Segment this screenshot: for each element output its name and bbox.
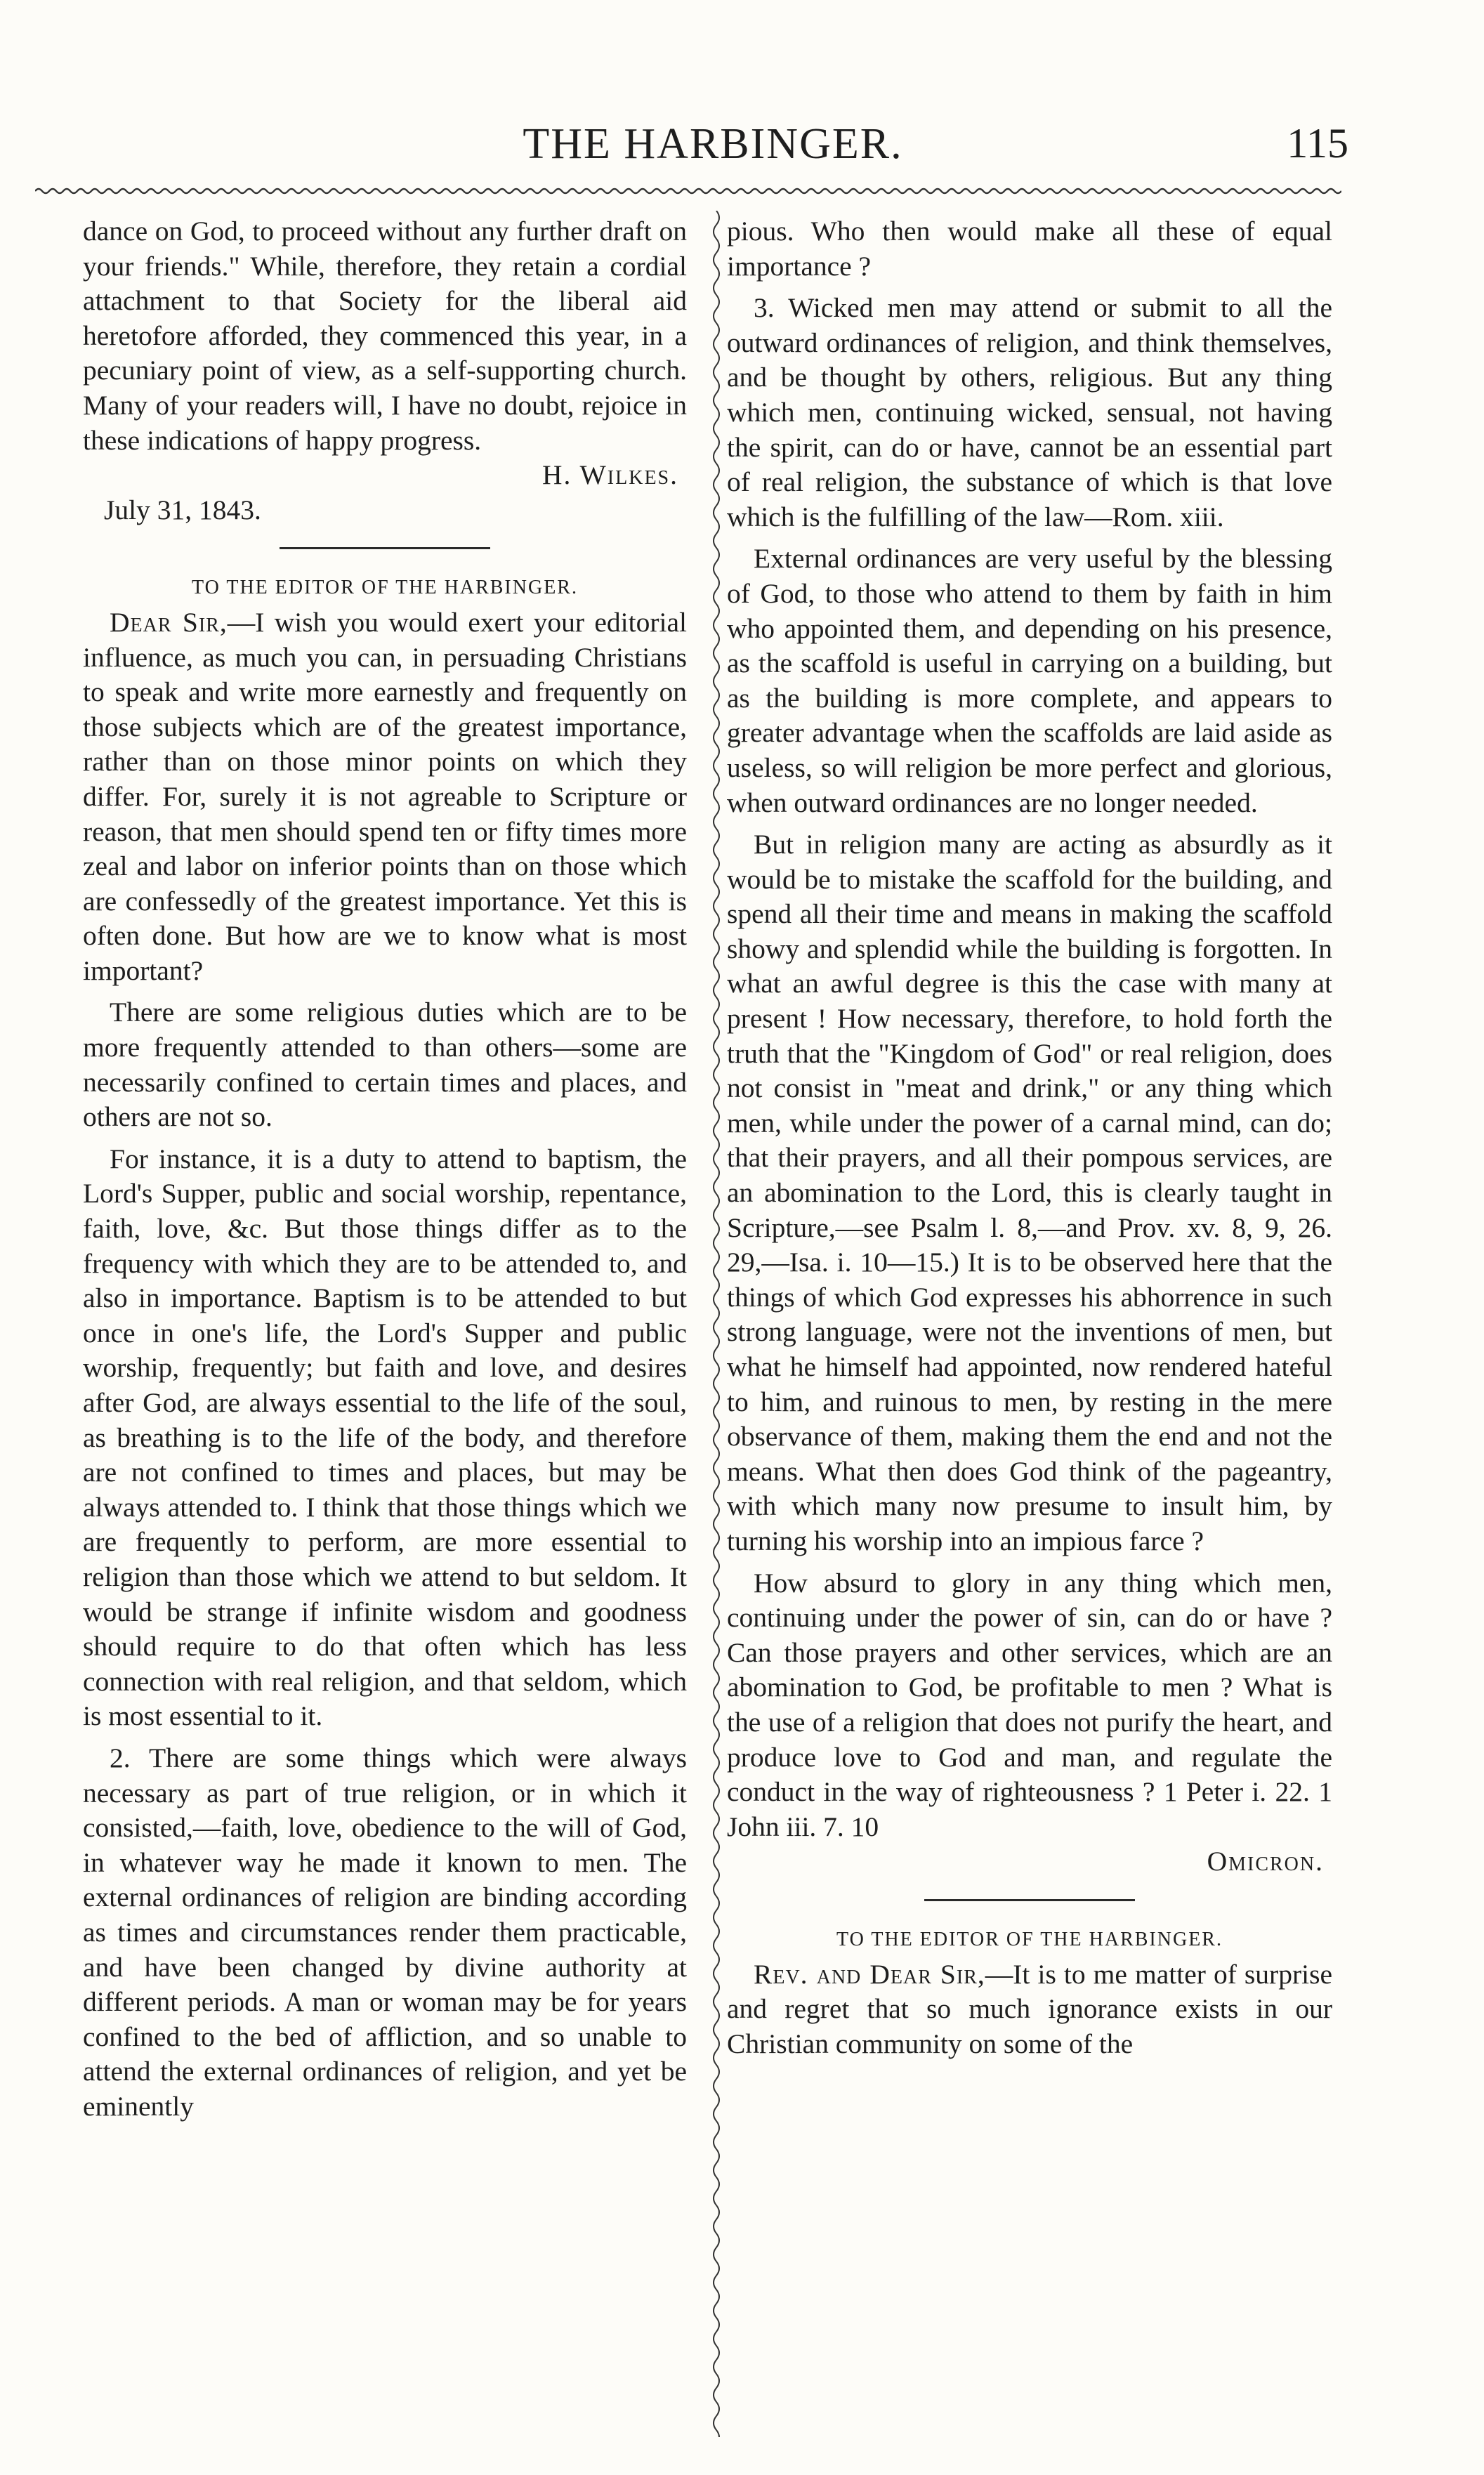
running-title: THE HARBINGER. bbox=[523, 120, 903, 168]
paragraph: 3. Wicked men may attend or submit to all the outward ordinances of religion, and think themselves, and be thought by others, religious. But any thing which men, continuing wicked, sensual, not having the spirit, can do or have, cannot be an essential part of real religion, the substance of which is that love which is the fulfilling of the law—Rom. xiii. bbox=[727, 292, 1332, 532]
letter-heading: TO THE EDITOR OF THE HARBINGER. bbox=[192, 577, 578, 599]
paragraph: For instance, it is a duty to attend to baptism, the Lord's Supper, public and social worship, repentance, faith, love, &c. But those things differ as to the frequency with which they are to be attended to, and also in importance. Baptism is to be attended to but once in one's life, the Lord's Supper and public worship, frequently; but faith and love, and desires after God, are always essential to the life of the soul, as breathing is to the life of the body, and therefore are not confined to times and places, but may be always attended to. I think that those things which we are frequently to perform, are more essential to religion than those which we attend to but seldom. It would be strange if infinite wisdom and goodness should require to do that often which has less connection with real religion, and that seldom, which is most essential to it. bbox=[83, 1143, 687, 1732]
paragraph bbox=[727, 1957, 1332, 2062]
column-divider bbox=[702, 211, 730, 2437]
page-header bbox=[56, 105, 1370, 183]
signature bbox=[727, 1844, 1332, 1879]
left-column bbox=[83, 214, 687, 2441]
salutation: Dear Sir, bbox=[110, 606, 228, 638]
signature-text: H. Wilkes. bbox=[541, 459, 678, 491]
dateline: July 31, 1843. bbox=[104, 494, 261, 525]
paragraph: dance on God, to proceed without any further draft on your friends." While, therefore, they retain a cordial attachment to that Society for the liberal aid heretofore afforded, they commenced this year, in a pecuniary point of view, as a self-supporting church. Many of your readers will, I have no doubt, rejoice in these indications of happy progress. bbox=[83, 216, 687, 456]
header-ornamental-rule bbox=[35, 185, 1341, 197]
section-divider bbox=[924, 1899, 1135, 1901]
paragraph: pious. Who then would make all these of equal importance ? bbox=[727, 216, 1332, 282]
salutation: Rev. and Dear Sir, bbox=[754, 1958, 985, 1990]
paragraph: 2. There are some things which were always necessary as part of true religion, or in which it consisted,—faith, love, obedience to the will of God, in whatever way he made it known to men. The external ordinances of religion are binding according as times and circumstances render them practicable, and have been changed by divine authority at different periods. A man or woman may be for years confined to the bed of affliction, and so unable to attend the external ordinances of religion, and yet be eminently bbox=[83, 1742, 687, 2122]
paragraph bbox=[83, 605, 687, 989]
section-divider bbox=[280, 547, 490, 549]
page-number: 115 bbox=[1287, 120, 1348, 166]
paragraph: There are some religious duties which are to be more frequently attended to than others—some are necessarily confined to certain times and places, and others are not so. bbox=[83, 997, 687, 1133]
paragraph-text: —It is to me matter of surprise and regret that so much ignorance exists in our Christian community on some of the bbox=[727, 1958, 1332, 2059]
paragraph: External ordinances are very useful by the blessing of God, to those who attend to them by faith in him who appointed them, and depending on his presence, as the scaffold is useful in carrying on a building, but as the building is more complete, and appears to greater advantage when the scaffolds are laid aside as useless, so will religion be more perfect and glorious, when outward ordinances are no longer needed. bbox=[727, 543, 1332, 818]
letter-heading: TO THE EDITOR OF THE HARBINGER. bbox=[836, 1928, 1223, 1950]
paragraph-text: —I wish you would exert your editorial influence, as much you can, in persuading Christians to speak and write more earnestly and frequently on those subjects which are of the greatest importance, rather than on those minor points on which they differ. For, surely it is not agreable to Scripture or reason, that men should spend ten or fifty times more zeal and labor on inferior points than on those which are confessedly of the greatest importance. Yet this is often done. But how are we to know what is most important? bbox=[83, 606, 687, 986]
right-column bbox=[727, 214, 1332, 2441]
paragraph: But in religion many are acting as absurdly as it would be to mistake the scaffold for the building, and spend all their time and means in making the scaffold showy and splendid while the building is forgotten. In what an awful degree is this the case with many at present ! How necessary, therefore, to hold forth the truth that the "Kingdom of God" or real religion, does not consist in "meat and drink," or any thing which men, while under the power of a carnal mind, can do; that their prayers, and all their pompous services, are an abomination to the Lord, this is clearly taught in Scripture,—see Psalm l. 8,—and Prov. xv. 8, 9, 26. 29,—Isa. i. 10—15.) It is to be observed here that the things of which God expresses his abhorrence in such strong language, were not the inventions of men, but what he himself had appointed, now rendered hateful to him, and ruinous to men, by resting in the mere observance of them, making them the end and not the means. What then does God think of the pageantry, with which many now presume to insult him, by turning his worship into an impious farce ? bbox=[727, 829, 1332, 1556]
paragraph: How absurd to glory in any thing which men, continuing under the power of sin, can do or have ? Can those prayers and other services, which are an abomination to God, be profitable to men ? What is the use of a religion that does not purify the heart, and produce love to God and man, and regulate the conduct in the way of righteousness ? 1 Peter i. 22. 1 John iii. 7. 10 bbox=[727, 1567, 1332, 1842]
signature-text: Omicron. bbox=[1207, 1846, 1324, 1877]
signature bbox=[83, 458, 687, 493]
